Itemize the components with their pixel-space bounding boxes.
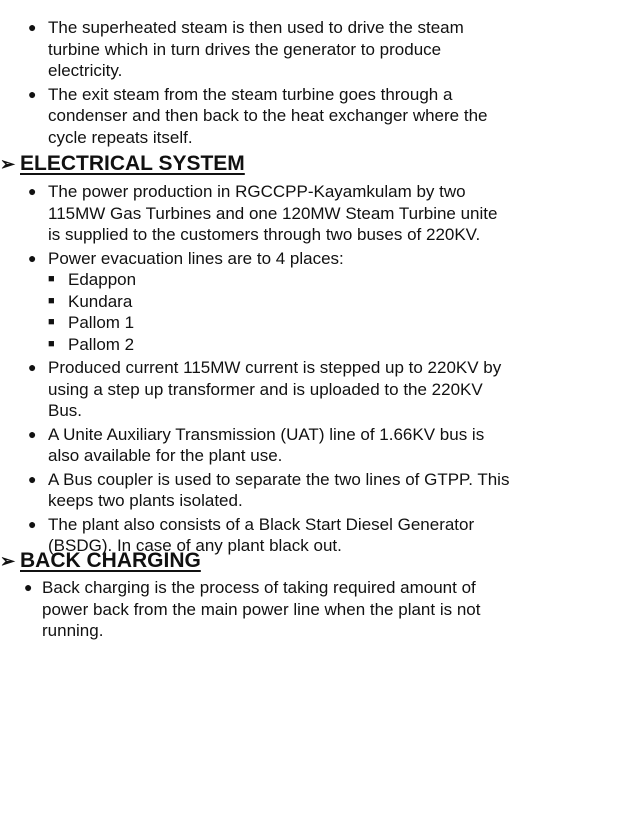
arrow-bullet-icon: ➢: [0, 551, 16, 571]
sub-list-item: ■ Edappon: [48, 270, 137, 289]
square-bullet-icon: ■: [48, 337, 55, 350]
bullet-icon: ●: [28, 249, 37, 266]
arrow-bullet-icon: ➢: [0, 154, 16, 174]
square-bullet-icon: ■: [48, 316, 55, 328]
sub-list-item: ■ Pallom 2: [48, 334, 135, 354]
list-item: ● The plant also consists of a Black Start Diesel Generator (BSDG). In case of any plant black out.: [28, 514, 475, 555]
back-charging-list: [0, 577, 638, 642]
bullet-icon: ●: [28, 359, 37, 375]
bullet-icon: ●: [28, 515, 37, 532]
list-item: ● Power evacuation lines are to 4 places:: [28, 248, 344, 268]
sub-list-item: ■ Kundara: [48, 291, 133, 311]
list-item: ● The superheated steam is then used to drive the steam turbine which in turn drives the generator to produce electricity.: [28, 18, 464, 80]
bullet-icon: ●: [28, 183, 37, 199]
list-item: ● A Unite Auxiliary Transmission (UAT) line of 1.66KV bus is also available for the plant use.: [28, 424, 485, 465]
bullet-icon: ●: [28, 470, 37, 487]
section-heading-electrical-system: ➢ ELECTRICAL SYSTEM: [0, 152, 245, 175]
square-bullet-icon: ■: [48, 294, 55, 307]
steam-cycle-list: [0, 17, 638, 148]
bullet-icon: ●: [24, 579, 33, 595]
list-item: ● A Bus coupler is used to separate the two lines of GTPP. This keeps two plants isolated.: [28, 469, 510, 510]
list-item: ● The power production in RGCCPP-Kayamkulam by two 115MW Gas Turbines and one 120MW Steam Turbine unite is supplied to the customers through two buses of 220KV.: [28, 182, 498, 244]
bullet-icon: ●: [28, 425, 37, 442]
square-bullet-icon: ■: [48, 273, 55, 285]
list-item: ● The exit steam from the steam turbine goes through a condenser and then back to the heat exchanger where the cycle repeats itself.: [28, 84, 488, 147]
list-item: ● Produced current 115MW current is stepped up to 220KV by using a step up transformer and is uploaded to the 220KV Bus.: [28, 358, 502, 420]
sub-list-item: ■ Pallom 1: [48, 313, 135, 332]
section-heading-back-charging: ➢ BACK CHARGING: [0, 549, 201, 572]
bullet-icon: ●: [28, 19, 37, 35]
bullet-icon: ●: [28, 85, 37, 102]
electrical-system-list: [0, 181, 638, 557]
list-item: ● Back charging is the process of taking required amount of power back from the main power line when the plant is not running.: [24, 578, 481, 640]
